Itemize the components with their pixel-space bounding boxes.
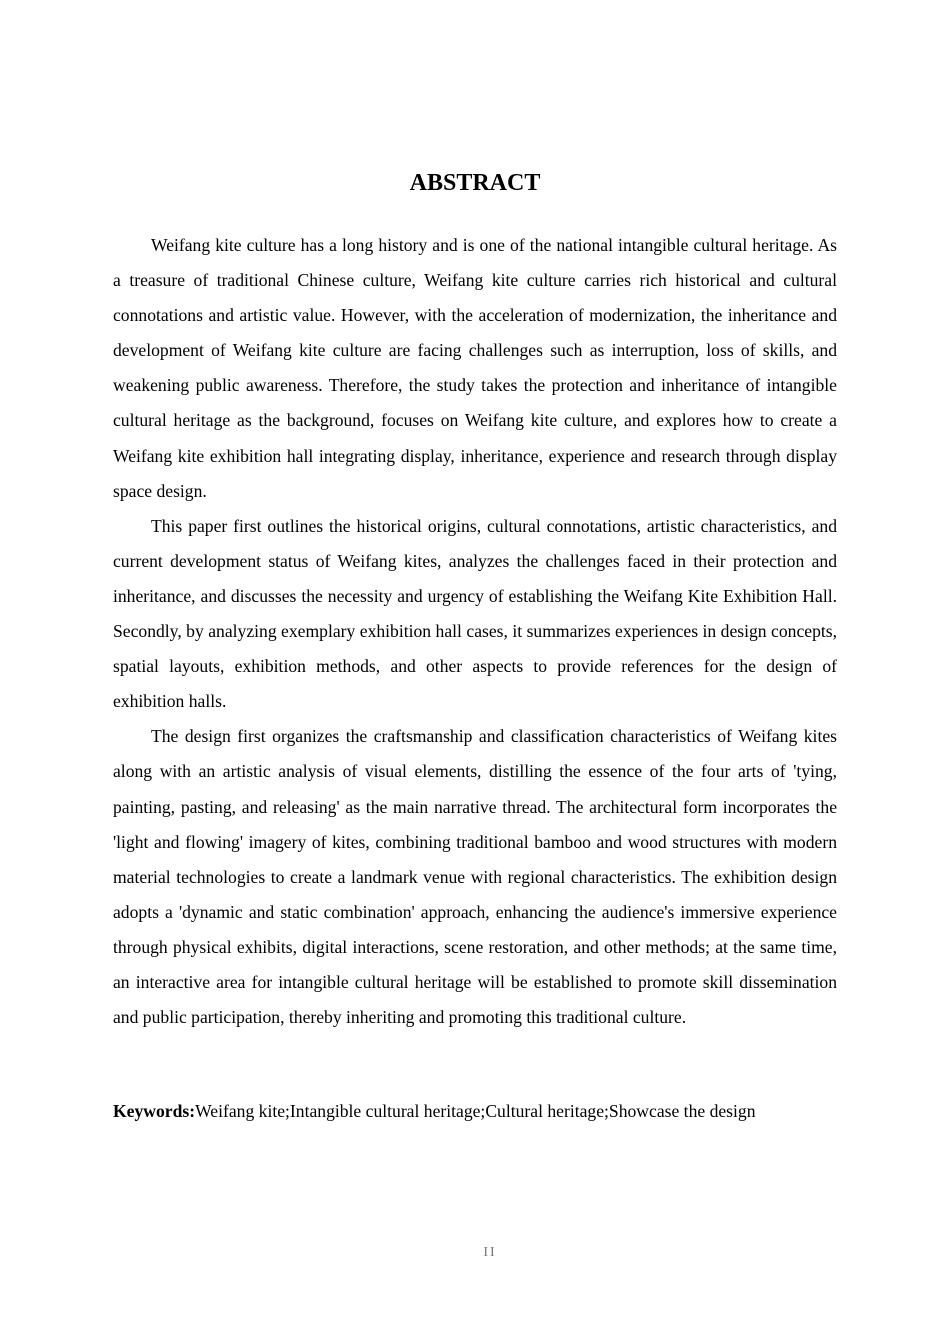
abstract-paragraph-1: Weifang kite culture has a long history and is one of the national intangible cultural heritage. As a treasure of traditional Chinese culture, Weifang kite culture carries rich historical and cultural connotations and artistic value. However, with the acceleration of modernization, the inheritance and development of Weifang kite culture are facing challenges such as interruption, loss of skills, and weakening public awareness. Therefore, the study takes the protection and inheritance of intangible cultural heritage as the background, focuses on Weifang kite culture, and explores how to create a Weifang kite exhibition hall integrating display, inheritance, experience and research through display space design.: [113, 235, 837, 501]
abstract-paragraph-2: This paper first outlines the historical origins, cultural connotations, artistic characteristics, and current development status of Weifang kites, analyzes the challenges faced in their protection and inheritance, and discusses the necessity and urgency of establishing the Weifang Kite Exhibition Hall. Secondly, by analyzing exemplary exhibition hall cases, it summarizes experiences in design concepts, spatial layouts, exhibition methods, and other aspects to provide references for the design of exhibition halls.: [113, 515, 837, 712]
page-title: ABSTRACT: [409, 170, 541, 196]
page-number: II: [483, 1245, 497, 1260]
abstract-paragraph-3: The design first organizes the craftsmanship and classification characteristics of Weifang kites along with an artistic analysis of visual elements, distilling the essence of the four arts of 'tying, painting, pasting, and releasing' as the main narrative thread. The architectural form incorporates the 'light and flowing' imagery of kites, combining traditional bamboo and wood structures with modern material technologies to create a landmark venue with regional characteristics. The exhibition design adopts a 'dynamic and static combination' approach, enhancing the audience's immersive experience through physical exhibits, digital interactions, scene restoration, and other methods; at the same time, an interactive area for intangible cultural heritage will be established to promote skill dissemination and public participation, thereby inheriting and promoting this traditional culture.: [113, 726, 837, 1028]
keywords-line: [113, 1095, 873, 1127]
abstract-body: [113, 228, 837, 1035]
keywords-text: Weifang kite;Intangible cultural heritage;Cultural heritage;Showcase the design: [195, 1101, 756, 1121]
keywords-label: Keywords:: [113, 1101, 196, 1121]
